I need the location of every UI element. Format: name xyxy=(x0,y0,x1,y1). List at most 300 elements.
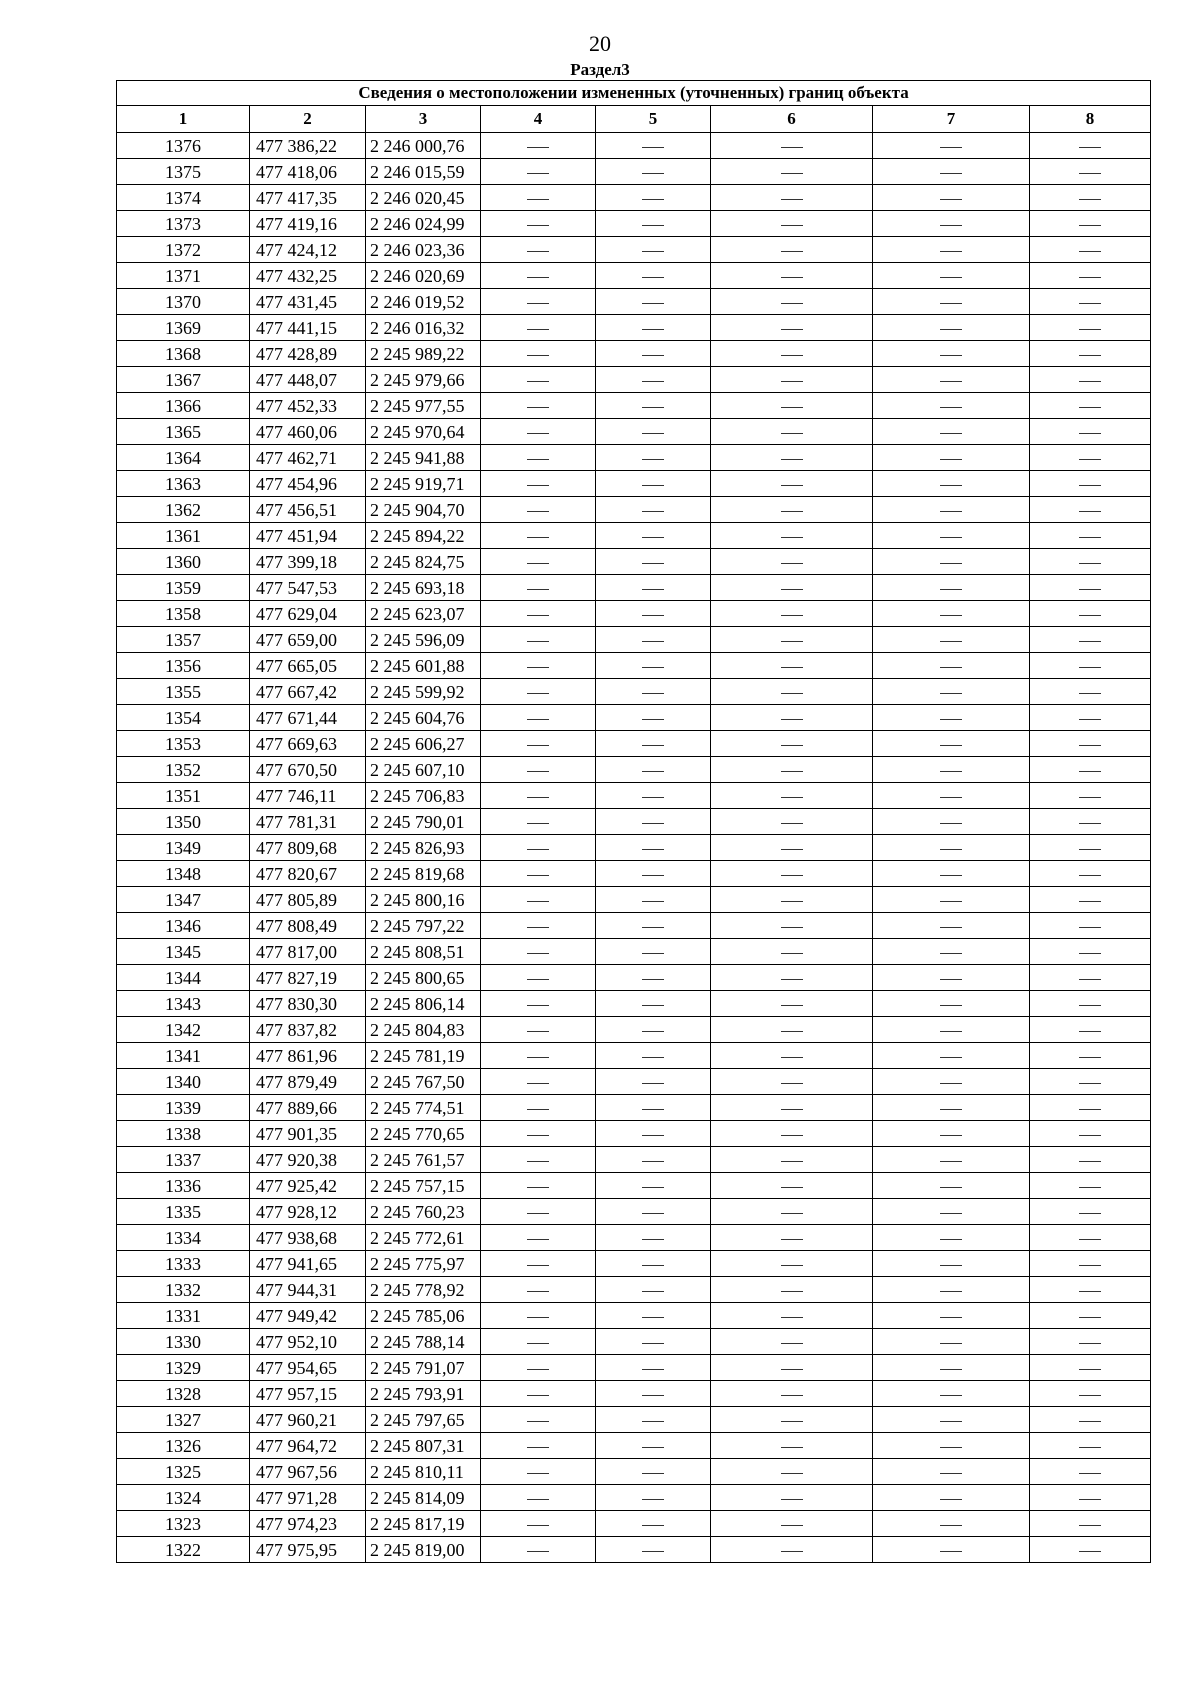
empty-cell-col-6 xyxy=(711,991,873,1017)
empty-cell-col-7 xyxy=(873,159,1030,185)
empty-cell-col-8 xyxy=(1030,185,1151,211)
coordinate-x-cell: 477 448,07 xyxy=(250,367,366,393)
empty-cell-col-5 xyxy=(596,1173,711,1199)
empty-cell-col-4 xyxy=(481,887,596,913)
empty-cell-col-8 xyxy=(1030,341,1151,367)
empty-dash-mark xyxy=(1079,1525,1101,1526)
coordinate-x-cell: 477 830,30 xyxy=(250,991,366,1017)
empty-dash-mark xyxy=(1079,1135,1101,1136)
empty-cell-col-7 xyxy=(873,783,1030,809)
empty-cell-col-5 xyxy=(596,1537,711,1563)
empty-dash-mark xyxy=(781,277,803,278)
empty-cell-col-8 xyxy=(1030,1407,1151,1433)
empty-dash-mark xyxy=(642,1343,664,1344)
empty-dash-mark xyxy=(1079,719,1101,720)
empty-cell-col-8 xyxy=(1030,159,1151,185)
table-row xyxy=(117,1277,1151,1303)
empty-dash-mark xyxy=(642,329,664,330)
coordinate-y-cell: 2 245 977,55 xyxy=(366,393,481,419)
empty-dash-mark xyxy=(940,693,962,694)
empty-cell-col-5 xyxy=(596,419,711,445)
empty-dash-mark xyxy=(940,277,962,278)
table-row xyxy=(117,341,1151,367)
empty-cell-col-7 xyxy=(873,1381,1030,1407)
coordinate-x-cell: 477 974,23 xyxy=(250,1511,366,1537)
empty-cell-col-4 xyxy=(481,341,596,367)
empty-cell-col-8 xyxy=(1030,1537,1151,1563)
empty-dash-mark xyxy=(527,797,549,798)
empty-dash-mark xyxy=(781,1135,803,1136)
empty-dash-mark xyxy=(527,641,549,642)
coordinate-x-cell: 477 452,33 xyxy=(250,393,366,419)
empty-cell-col-8 xyxy=(1030,1355,1151,1381)
coordinate-x-cell: 477 861,96 xyxy=(250,1043,366,1069)
empty-cell-col-4 xyxy=(481,835,596,861)
empty-dash-mark xyxy=(940,771,962,772)
empty-dash-mark xyxy=(781,771,803,772)
empty-cell-col-6 xyxy=(711,315,873,341)
empty-dash-mark xyxy=(781,563,803,564)
empty-cell-col-6 xyxy=(711,1069,873,1095)
table-row xyxy=(117,419,1151,445)
coordinate-x-cell: 477 827,19 xyxy=(250,965,366,991)
empty-cell-col-8 xyxy=(1030,731,1151,757)
table-row xyxy=(117,653,1151,679)
empty-cell-col-6 xyxy=(711,419,873,445)
empty-cell-col-7 xyxy=(873,601,1030,627)
empty-dash-mark xyxy=(527,693,549,694)
empty-cell-col-8 xyxy=(1030,289,1151,315)
empty-dash-mark xyxy=(527,407,549,408)
empty-dash-mark xyxy=(940,563,962,564)
coordinate-y-cell: 2 245 767,50 xyxy=(366,1069,481,1095)
coordinate-y-cell: 2 245 810,11 xyxy=(366,1459,481,1485)
empty-dash-mark xyxy=(940,823,962,824)
empty-cell-col-8 xyxy=(1030,393,1151,419)
table-row xyxy=(117,1173,1151,1199)
empty-cell-col-4 xyxy=(481,1017,596,1043)
empty-cell-col-4 xyxy=(481,1043,596,1069)
empty-dash-mark xyxy=(1079,381,1101,382)
empty-cell-col-6 xyxy=(711,783,873,809)
coordinate-y-cell: 2 245 814,09 xyxy=(366,1485,481,1511)
empty-dash-mark xyxy=(940,225,962,226)
empty-cell-col-7 xyxy=(873,1095,1030,1121)
table-row xyxy=(117,263,1151,289)
empty-dash-mark xyxy=(642,1473,664,1474)
empty-cell-col-6 xyxy=(711,887,873,913)
empty-cell-col-5 xyxy=(596,1199,711,1225)
empty-dash-mark xyxy=(781,1057,803,1058)
empty-cell-col-8 xyxy=(1030,627,1151,653)
empty-dash-mark xyxy=(527,1057,549,1058)
empty-cell-col-8 xyxy=(1030,1147,1151,1173)
empty-dash-mark xyxy=(781,927,803,928)
coordinate-y-cell: 2 245 599,92 xyxy=(366,679,481,705)
empty-cell-col-5 xyxy=(596,1381,711,1407)
coordinate-y-cell: 2 245 819,00 xyxy=(366,1537,481,1563)
table-row xyxy=(117,679,1151,705)
empty-dash-mark xyxy=(642,563,664,564)
empty-cell-col-6 xyxy=(711,1537,873,1563)
empty-cell-col-5 xyxy=(596,913,711,939)
empty-dash-mark xyxy=(940,875,962,876)
empty-cell-col-7 xyxy=(873,1277,1030,1303)
empty-cell-col-7 xyxy=(873,341,1030,367)
empty-cell-col-5 xyxy=(596,289,711,315)
empty-dash-mark xyxy=(642,641,664,642)
empty-cell-col-8 xyxy=(1030,757,1151,783)
empty-cell-col-5 xyxy=(596,1485,711,1511)
point-number-cell: 1343 xyxy=(117,991,250,1017)
empty-cell-col-8 xyxy=(1030,133,1151,159)
empty-cell-col-4 xyxy=(481,1407,596,1433)
empty-cell-col-4 xyxy=(481,1251,596,1277)
coordinate-x-cell: 477 669,63 xyxy=(250,731,366,757)
empty-cell-col-8 xyxy=(1030,1329,1151,1355)
empty-cell-col-5 xyxy=(596,1069,711,1095)
point-number-cell: 1338 xyxy=(117,1121,250,1147)
empty-dash-mark xyxy=(940,953,962,954)
point-number-cell: 1342 xyxy=(117,1017,250,1043)
coordinate-y-cell: 2 245 904,70 xyxy=(366,497,481,523)
coordinate-y-cell: 2 245 761,57 xyxy=(366,1147,481,1173)
point-number-cell: 1370 xyxy=(117,289,250,315)
empty-dash-mark xyxy=(527,147,549,148)
empty-cell-col-4 xyxy=(481,133,596,159)
empty-dash-mark xyxy=(527,1031,549,1032)
empty-dash-mark xyxy=(781,745,803,746)
empty-cell-col-4 xyxy=(481,653,596,679)
empty-cell-col-7 xyxy=(873,1121,1030,1147)
table-row xyxy=(117,965,1151,991)
empty-dash-mark xyxy=(642,849,664,850)
empty-dash-mark xyxy=(1079,875,1101,876)
empty-dash-mark xyxy=(527,1369,549,1370)
point-number-cell: 1371 xyxy=(117,263,250,289)
empty-dash-mark xyxy=(642,303,664,304)
point-number-cell: 1372 xyxy=(117,237,250,263)
empty-dash-mark xyxy=(527,1343,549,1344)
table-row xyxy=(117,445,1151,471)
boundary-coordinates-table xyxy=(116,80,1151,1563)
empty-dash-mark xyxy=(781,1473,803,1474)
coordinate-x-cell: 477 941,65 xyxy=(250,1251,366,1277)
coordinate-x-cell: 477 746,11 xyxy=(250,783,366,809)
empty-cell-col-7 xyxy=(873,835,1030,861)
coordinate-y-cell: 2 245 788,14 xyxy=(366,1329,481,1355)
empty-dash-mark xyxy=(527,1499,549,1500)
coordinate-y-cell: 2 245 601,88 xyxy=(366,653,481,679)
point-number-cell: 1335 xyxy=(117,1199,250,1225)
table-row xyxy=(117,1251,1151,1277)
coordinate-x-cell: 477 928,12 xyxy=(250,1199,366,1225)
point-number-cell: 1353 xyxy=(117,731,250,757)
coordinate-x-cell: 477 967,56 xyxy=(250,1459,366,1485)
empty-dash-mark xyxy=(940,381,962,382)
empty-dash-mark xyxy=(940,1187,962,1188)
empty-cell-col-4 xyxy=(481,211,596,237)
empty-cell-col-7 xyxy=(873,1433,1030,1459)
empty-cell-col-8 xyxy=(1030,1069,1151,1095)
empty-dash-mark xyxy=(781,1291,803,1292)
point-number-cell: 1348 xyxy=(117,861,250,887)
empty-dash-mark xyxy=(940,355,962,356)
coordinate-x-cell: 477 456,51 xyxy=(250,497,366,523)
table-title: Сведения о местоположении измененных (уточненных) границ объекта xyxy=(117,81,1151,106)
empty-cell-col-4 xyxy=(481,367,596,393)
empty-dash-mark xyxy=(1079,1421,1101,1422)
point-number-cell: 1334 xyxy=(117,1225,250,1251)
coordinate-y-cell: 2 245 807,31 xyxy=(366,1433,481,1459)
table-row xyxy=(117,1355,1151,1381)
coordinate-x-cell: 477 808,49 xyxy=(250,913,366,939)
empty-dash-mark xyxy=(527,563,549,564)
empty-cell-col-7 xyxy=(873,1329,1030,1355)
column-header-6: 6 xyxy=(711,106,873,133)
empty-cell-col-5 xyxy=(596,1355,711,1381)
empty-dash-mark xyxy=(1079,1343,1101,1344)
empty-cell-col-6 xyxy=(711,1407,873,1433)
empty-dash-mark xyxy=(940,901,962,902)
empty-cell-col-4 xyxy=(481,1537,596,1563)
coordinate-y-cell: 2 245 785,06 xyxy=(366,1303,481,1329)
empty-dash-mark xyxy=(1079,355,1101,356)
empty-cell-col-8 xyxy=(1030,1433,1151,1459)
point-number-cell: 1352 xyxy=(117,757,250,783)
empty-dash-mark xyxy=(1079,147,1101,148)
table-row xyxy=(117,1069,1151,1095)
point-number-cell: 1324 xyxy=(117,1485,250,1511)
coordinate-y-cell: 2 246 000,76 xyxy=(366,133,481,159)
coordinate-y-cell: 2 246 020,45 xyxy=(366,185,481,211)
empty-dash-mark xyxy=(940,641,962,642)
empty-dash-mark xyxy=(527,875,549,876)
empty-dash-mark xyxy=(940,1499,962,1500)
empty-cell-col-5 xyxy=(596,393,711,419)
empty-cell-col-4 xyxy=(481,1095,596,1121)
point-number-cell: 1361 xyxy=(117,523,250,549)
empty-dash-mark xyxy=(781,1239,803,1240)
empty-dash-mark xyxy=(527,589,549,590)
coordinate-y-cell: 2 245 804,83 xyxy=(366,1017,481,1043)
empty-cell-col-7 xyxy=(873,289,1030,315)
empty-dash-mark xyxy=(1079,277,1101,278)
point-number-cell: 1359 xyxy=(117,575,250,601)
empty-cell-col-7 xyxy=(873,1199,1030,1225)
coordinate-y-cell: 2 245 824,75 xyxy=(366,549,481,575)
empty-dash-mark xyxy=(781,875,803,876)
empty-cell-col-4 xyxy=(481,757,596,783)
empty-cell-col-7 xyxy=(873,1251,1030,1277)
coordinate-y-cell: 2 245 607,10 xyxy=(366,757,481,783)
coordinate-y-cell: 2 245 800,16 xyxy=(366,887,481,913)
point-number-cell: 1373 xyxy=(117,211,250,237)
empty-cell-col-7 xyxy=(873,1303,1030,1329)
point-number-cell: 1355 xyxy=(117,679,250,705)
table-row xyxy=(117,913,1151,939)
empty-dash-mark xyxy=(527,979,549,980)
empty-cell-col-4 xyxy=(481,1329,596,1355)
point-number-cell: 1364 xyxy=(117,445,250,471)
coordinate-y-cell: 2 245 797,65 xyxy=(366,1407,481,1433)
empty-cell-col-8 xyxy=(1030,809,1151,835)
empty-dash-mark xyxy=(642,433,664,434)
empty-cell-col-4 xyxy=(481,1069,596,1095)
empty-cell-col-4 xyxy=(481,783,596,809)
column-header-7: 7 xyxy=(873,106,1030,133)
coordinate-y-cell: 2 245 797,22 xyxy=(366,913,481,939)
empty-dash-mark xyxy=(1079,329,1101,330)
empty-cell-col-7 xyxy=(873,1407,1030,1433)
empty-dash-mark xyxy=(1079,927,1101,928)
empty-dash-mark xyxy=(1079,1395,1101,1396)
empty-dash-mark xyxy=(527,1421,549,1422)
empty-dash-mark xyxy=(642,485,664,486)
empty-dash-mark xyxy=(940,433,962,434)
point-number-cell: 1327 xyxy=(117,1407,250,1433)
coordinate-y-cell: 2 245 604,76 xyxy=(366,705,481,731)
empty-cell-col-4 xyxy=(481,1225,596,1251)
empty-cell-col-6 xyxy=(711,1511,873,1537)
empty-dash-mark xyxy=(642,719,664,720)
empty-dash-mark xyxy=(940,1369,962,1370)
coordinate-x-cell: 477 629,04 xyxy=(250,601,366,627)
empty-dash-mark xyxy=(1079,589,1101,590)
empty-dash-mark xyxy=(940,1447,962,1448)
empty-cell-col-7 xyxy=(873,471,1030,497)
point-number-cell: 1331 xyxy=(117,1303,250,1329)
empty-dash-mark xyxy=(1079,1499,1101,1500)
coordinate-x-cell: 477 901,35 xyxy=(250,1121,366,1147)
empty-dash-mark xyxy=(781,1343,803,1344)
empty-cell-col-6 xyxy=(711,1329,873,1355)
empty-dash-mark xyxy=(642,277,664,278)
point-number-cell: 1362 xyxy=(117,497,250,523)
empty-dash-mark xyxy=(781,615,803,616)
empty-cell-col-7 xyxy=(873,679,1030,705)
empty-cell-col-4 xyxy=(481,237,596,263)
table-row xyxy=(117,1537,1151,1563)
empty-cell-col-7 xyxy=(873,1537,1030,1563)
empty-cell-col-5 xyxy=(596,1043,711,1069)
empty-dash-mark xyxy=(642,667,664,668)
empty-dash-mark xyxy=(940,147,962,148)
empty-cell-col-6 xyxy=(711,497,873,523)
empty-cell-col-7 xyxy=(873,211,1030,237)
empty-cell-col-8 xyxy=(1030,835,1151,861)
empty-dash-mark xyxy=(1079,1161,1101,1162)
empty-cell-col-6 xyxy=(711,289,873,315)
table-row xyxy=(117,133,1151,159)
empty-cell-col-5 xyxy=(596,237,711,263)
empty-dash-mark xyxy=(642,745,664,746)
table-row xyxy=(117,315,1151,341)
empty-dash-mark xyxy=(940,927,962,928)
empty-cell-col-4 xyxy=(481,991,596,1017)
empty-cell-col-6 xyxy=(711,861,873,887)
empty-dash-mark xyxy=(940,1343,962,1344)
empty-cell-col-4 xyxy=(481,185,596,211)
empty-dash-mark xyxy=(527,901,549,902)
empty-cell-col-5 xyxy=(596,1017,711,1043)
empty-cell-col-6 xyxy=(711,1043,873,1069)
empty-cell-col-4 xyxy=(481,1121,596,1147)
coordinate-x-cell: 477 920,38 xyxy=(250,1147,366,1173)
empty-dash-mark xyxy=(781,1083,803,1084)
empty-cell-col-5 xyxy=(596,939,711,965)
coordinate-y-cell: 2 245 826,93 xyxy=(366,835,481,861)
empty-dash-mark xyxy=(940,1213,962,1214)
empty-dash-mark xyxy=(527,1551,549,1552)
empty-cell-col-4 xyxy=(481,1173,596,1199)
coordinate-y-cell: 2 245 757,15 xyxy=(366,1173,481,1199)
empty-cell-col-8 xyxy=(1030,1303,1151,1329)
empty-cell-col-5 xyxy=(596,679,711,705)
table-row xyxy=(117,861,1151,887)
empty-cell-col-5 xyxy=(596,653,711,679)
empty-cell-col-5 xyxy=(596,861,711,887)
column-header-3: 3 xyxy=(366,106,481,133)
empty-cell-col-5 xyxy=(596,757,711,783)
empty-dash-mark xyxy=(781,199,803,200)
empty-dash-mark xyxy=(940,1109,962,1110)
empty-cell-col-5 xyxy=(596,1225,711,1251)
empty-dash-mark xyxy=(642,1239,664,1240)
empty-dash-mark xyxy=(642,1447,664,1448)
coordinate-y-cell: 2 245 706,83 xyxy=(366,783,481,809)
empty-dash-mark xyxy=(1079,797,1101,798)
empty-dash-mark xyxy=(527,849,549,850)
empty-dash-mark xyxy=(781,667,803,668)
empty-cell-col-8 xyxy=(1030,965,1151,991)
coordinate-x-cell: 477 944,31 xyxy=(250,1277,366,1303)
coordinate-y-cell: 2 245 760,23 xyxy=(366,1199,481,1225)
empty-cell-col-6 xyxy=(711,731,873,757)
empty-dash-mark xyxy=(781,1369,803,1370)
empty-dash-mark xyxy=(781,303,803,304)
empty-cell-col-5 xyxy=(596,601,711,627)
empty-cell-col-4 xyxy=(481,731,596,757)
coordinate-x-cell: 477 428,89 xyxy=(250,341,366,367)
empty-cell-col-8 xyxy=(1030,679,1151,705)
empty-cell-col-5 xyxy=(596,1329,711,1355)
empty-dash-mark xyxy=(527,1525,549,1526)
empty-dash-mark xyxy=(940,979,962,980)
table-row xyxy=(117,757,1151,783)
empty-dash-mark xyxy=(940,1291,962,1292)
empty-dash-mark xyxy=(527,199,549,200)
empty-dash-mark xyxy=(1079,1031,1101,1032)
empty-dash-mark xyxy=(527,1109,549,1110)
empty-dash-mark xyxy=(781,1187,803,1188)
coordinate-y-cell: 2 245 774,51 xyxy=(366,1095,481,1121)
empty-cell-col-7 xyxy=(873,939,1030,965)
empty-dash-mark xyxy=(642,1161,664,1162)
empty-cell-col-7 xyxy=(873,1147,1030,1173)
coordinate-y-cell: 2 246 020,69 xyxy=(366,263,481,289)
coordinate-x-cell: 477 659,00 xyxy=(250,627,366,653)
empty-cell-col-4 xyxy=(481,1485,596,1511)
empty-dash-mark xyxy=(781,1447,803,1448)
point-number-cell: 1337 xyxy=(117,1147,250,1173)
empty-cell-col-6 xyxy=(711,1277,873,1303)
empty-dash-mark xyxy=(527,1395,549,1396)
empty-dash-mark xyxy=(527,251,549,252)
table-row xyxy=(117,549,1151,575)
empty-cell-col-4 xyxy=(481,809,596,835)
empty-dash-mark xyxy=(781,719,803,720)
